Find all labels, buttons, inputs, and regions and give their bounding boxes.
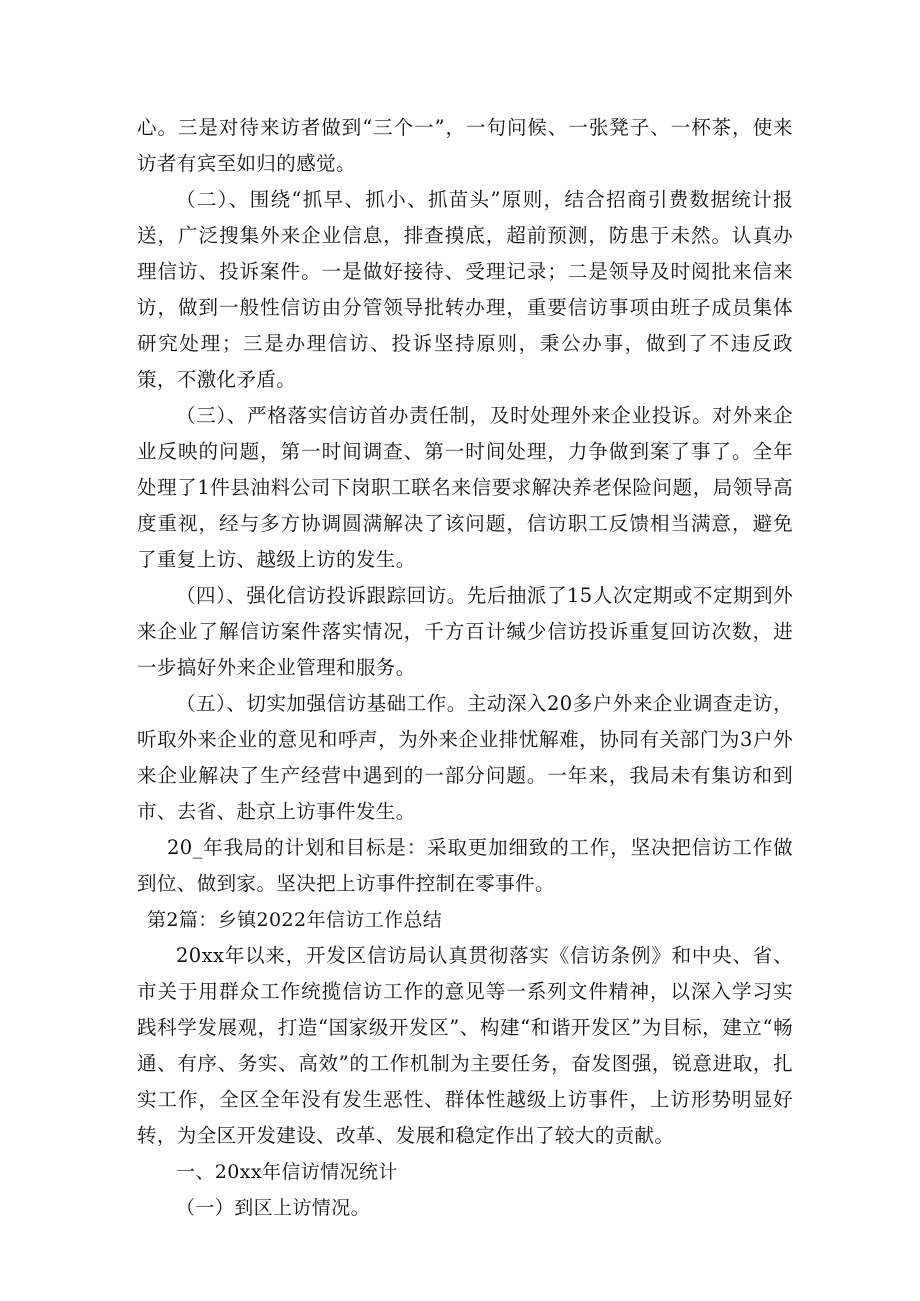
paragraph-plan: 20_年我局的计划和目标是：采取更加细致的工作，坚决把信访工作做到位、做到家。坚决把上访事件控制在零事件。 (137, 836, 793, 895)
subheading-district-visits: （一）到区上访情况。 (176, 1197, 371, 1219)
paragraph-item-5: （五）、切实加强信访基础工作。主动深入20多户外来企业调查走访，听取外来企业的意见和呼声，为外来企业排忧解难，协同有关部门为3户外来企业解决了生产经营中遇到的一部分问题。一年来，我局未有集访和到市、去省、赴京上访事件发生。 (137, 692, 793, 823)
paragraph-item-2: （二）、围绕“抓早、抓小、抓苗头”原则，结合招商引费数据统计报送，广泛搜集外来企业信息，排查摸底，超前预测，防患于未然。认真办理信访、投诉案件。一是做好接待、受理记录；二是领导及时阅批来信来访，做到一般性信访由分管领导批转办理，重要信访事项由班子成员集体研究处理；三是办理信访、投诉坚持原则，秉公办事，做到了不违反政策，不激化矛盾。 (137, 188, 793, 391)
section-heading: 第2篇：乡镇2022年信访工作总结 (147, 909, 443, 931)
paragraph-item-4: （四）、强化信访投诉跟踪回访。先后抽派了15人次定期或不定期到外来企业了解信访案件落实情况，千方百计缄少信访投诉重复回访次数，进一步搞好外来企业管理和服务。 (137, 584, 793, 679)
paragraph-continuation: 心。三是对待来访者做到“三个一”，一句问候、一张凳子、一杯茶，使来访者有宾至如归的感觉。 (137, 116, 793, 175)
subheading-statistics: 一、20xx年信访情况统计 (176, 1161, 398, 1183)
paragraph-item-3: （三）、严格落实信访首办责任制，及时处理外来企业投诉。对外来企业反映的问题，第一时间调查、第一时间处理，力争做到案了事了。全年处理了1件县油料公司下岗职工联名来信要求解决养老保险问题，局领导高度重视，经与多方协调圆满解决了该问题，信访职工反馈相当满意，避免了重复上访、越级上访的发生。 (137, 404, 793, 571)
document-body (137, 110, 793, 1226)
section-paragraph: 20xx年以来，开发区信访局认真贯彻落实《信访条例》和中央、省、市关于用群众工作统揽信访工作的意见等一系列文件精神，以深入学习实践科学发展观，打造“国家级开发区”、构建“和谐开发区”为目标，建立“畅通、有序、务实、高效”的工作机制为主要任务，奋发图强，锐意进取，扎实工作，全区全年没有发生恶性、群体性越级上访事件，上访形势明显好转，为全区开发建设、改革、发展和稳定作出了较大的贡献。 (137, 944, 793, 1147)
